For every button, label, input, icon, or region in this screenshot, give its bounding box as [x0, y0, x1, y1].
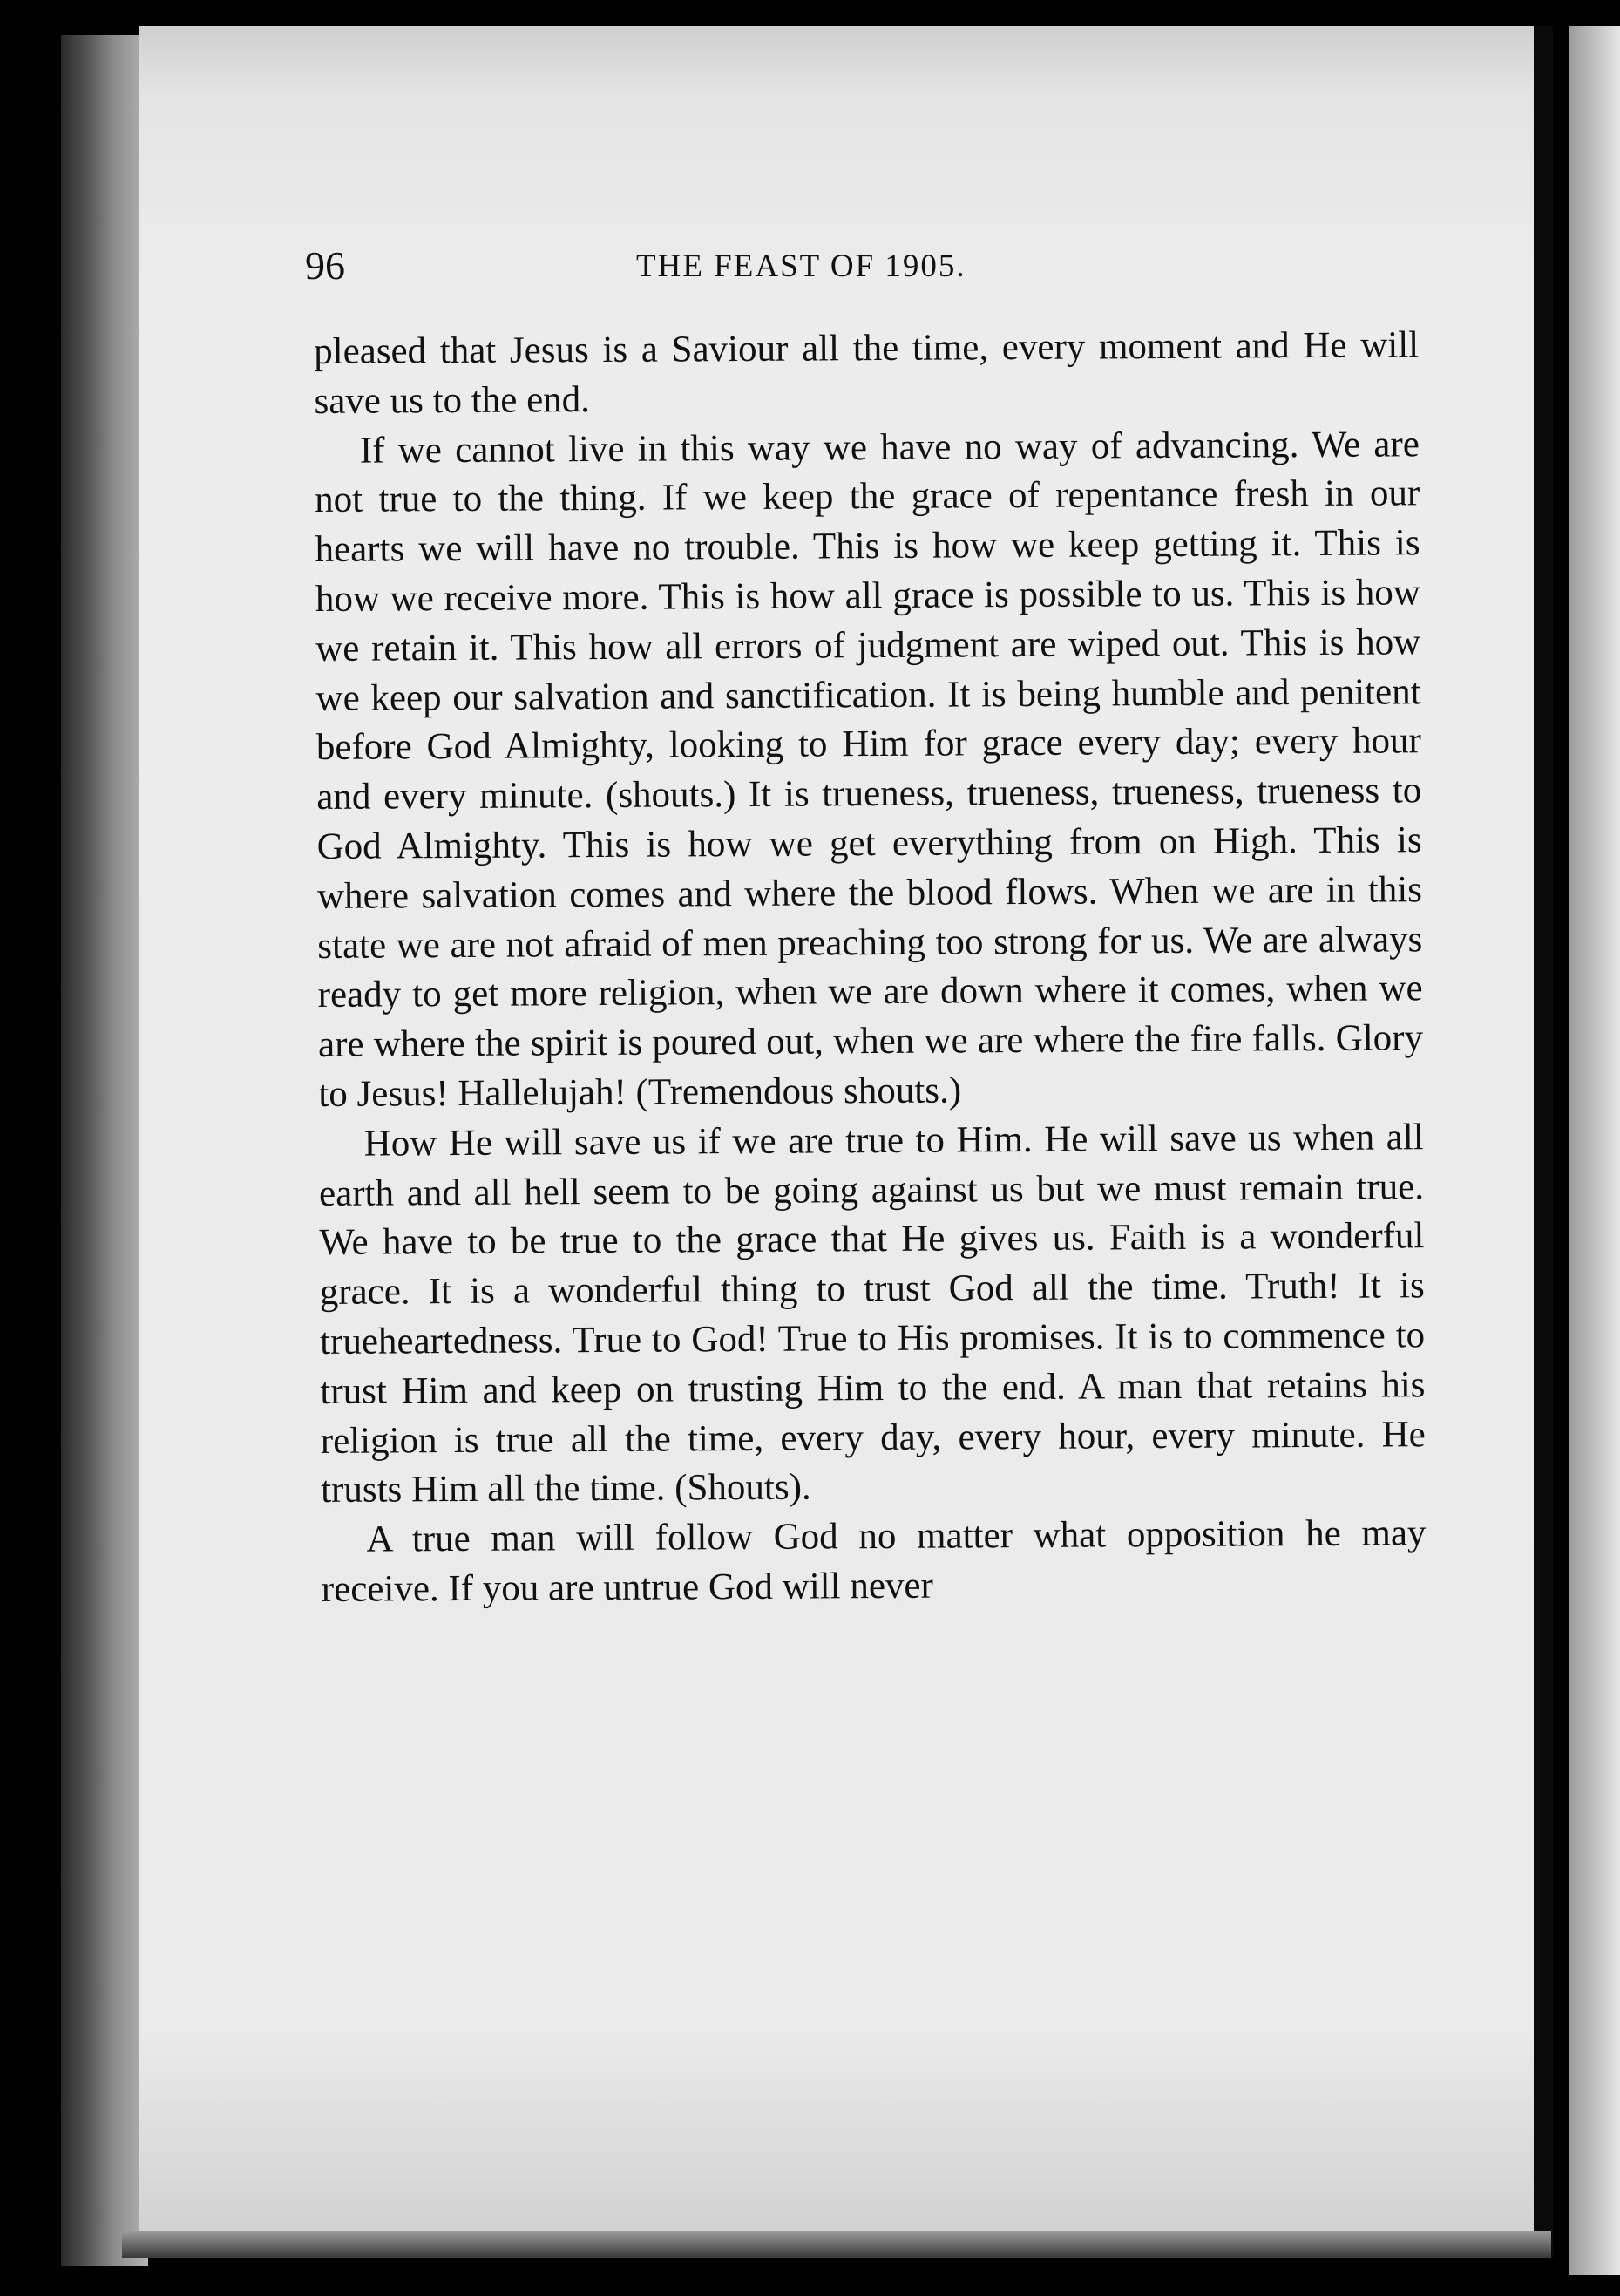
paragraph: If we cannot live in this way we have no way of advancing. We are not true to the thing. If we keep the grace of repentance fresh in our hearts we will have no trouble. This is how we keep getting it. This is how we receive more. This is how all grace is possible to us. This is how we retain it. This how all errors of judgment are wiped out. This is how we keep our salvation and sanctification. It is being humble and penitent before God Almighty, looking to Him for grace every day; every hour and every minute. (shouts.) It is trueness, trueness, trueness, trueness to God Almighty. This is how we get everything from on High. This is where salvation comes and where the blood flows. When we are in this state we are not afraid of men preaching too strong for us. We are always ready to get more religion, when we are down where it comes, when we are where the spirit is poured out, when we are where the fire falls. Glory to Jesus! Hallelujah! (Tremendous shouts.)	[315, 423, 1424, 1115]
facing-page-edge	[1569, 26, 1620, 2275]
page-gutter	[1534, 26, 1553, 2258]
page-number: 96	[305, 243, 345, 288]
paragraph: pleased that Jesus is a Saviour all the time, every moment and He will save us to the end.	[314, 324, 1420, 422]
paragraph: A true man will follow God no matter what opposition he may receive. If you are untrue God will never	[321, 1512, 1427, 1610]
page-bottom-edge	[122, 2231, 1551, 2258]
body-text	[314, 321, 1427, 1614]
page-header	[305, 242, 1420, 295]
book-spine-shadow	[61, 35, 148, 2266]
running-title: THE FEAST OF 1905.	[636, 248, 966, 284]
paragraph: How He will save us if we are true to Him. He will save us when all earth and all hell seem to be going against us but we must remain true. We have to be true to the grace that He gives us. Faith is a wonderful grace. It is a wonderful thing to trust God all the time. Truth! It is trueheartedness. True to God! True to His promises. It is to commence to trust Him and keep on trusting Him to the end. A man that retains his religion is true all the time, every day, every hour, every minute. He trusts Him all the time. (Shouts).	[318, 1116, 1426, 1511]
